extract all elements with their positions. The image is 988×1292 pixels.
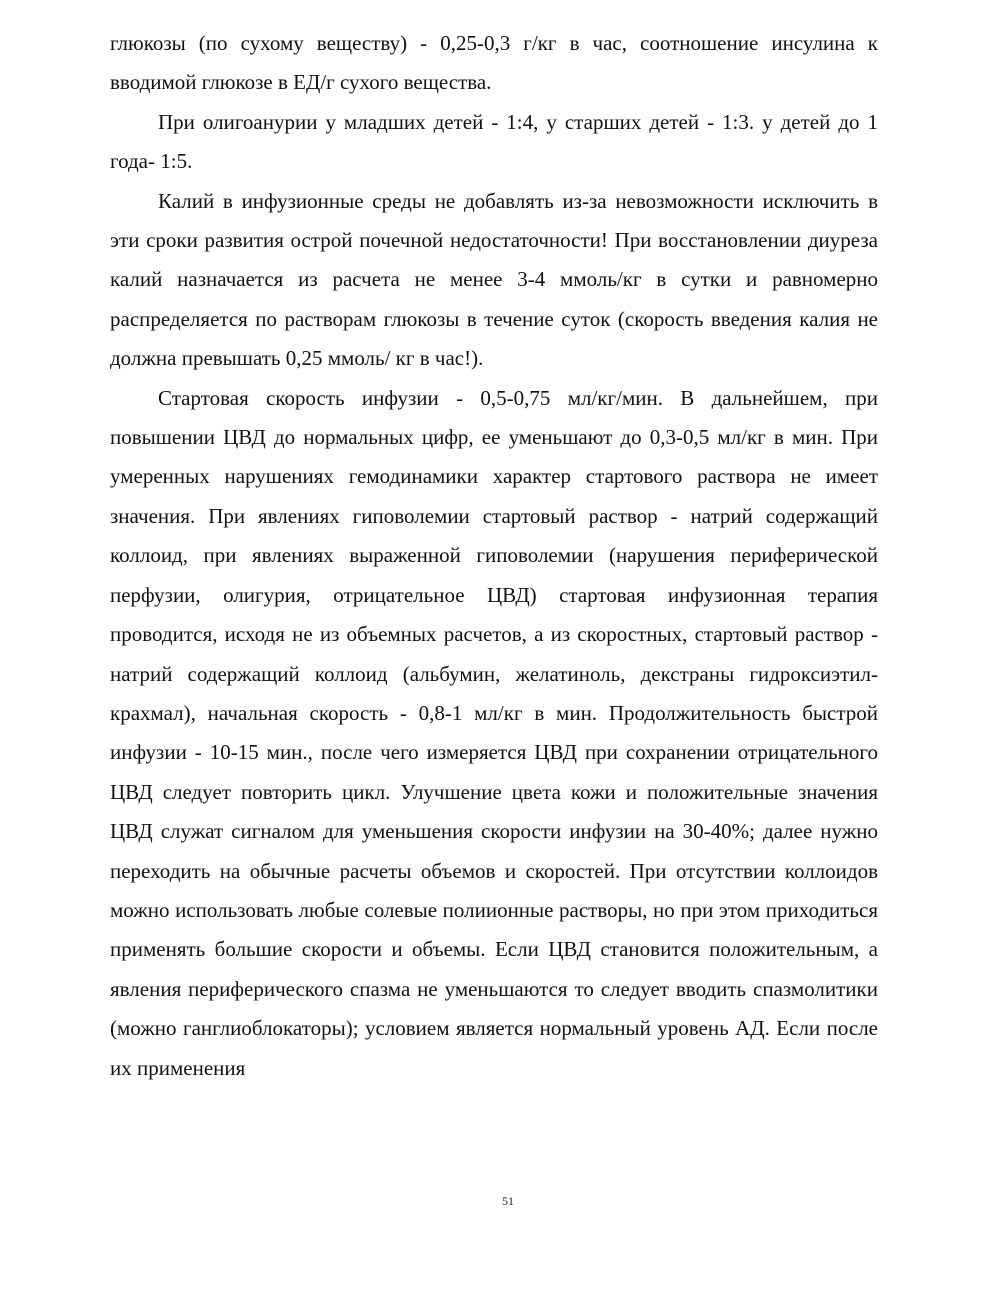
page-number: 51 (502, 1194, 514, 1208)
paragraph-oligoanuria: При олигоанурии у младших детей - 1:4, у старших детей - 1:3. у детей до 1 года- 1:5. (110, 109, 878, 174)
paragraph-infusion-rate: Стартовая скорость инфузии - 0,5-0,75 мл/кг/мин. В дальнейшем, при повышении ЦВД до нормальных цифр, ее уменьшают до 0,3-0,5 мл/кг в мин. При умеренных нарушениях гемодинамики характер стартового раствора не имеет значения. При явлениях гиповолемии стартовый раствор - натрий содержащий коллоид, при явлениях выраженной гиповолемии (нарушения периферической перфузии, олигурия, отрицательное ЦВД) стартовая инфузионная терапия проводится, исходя не из объемных расчетов, а из скоростных, стартовый раствор - натрий содержащий коллоид (альбумин, желатиноль, декстраны гидроксиэтил-крахмал), начальная скорость - 0,8-1 мл/кг в мин. Продолжительность быстрой инфузии - 10-15 мин., после чего измеряется ЦВД при сохранении отрицательного ЦВД следует повторить цикл. Улучшение цвета кожи и положительные значения ЦВД служат сигналом для уменьшения скорости инфузии на 30-40%; далее нужно переходить на обычные расчеты объемов и скоростей. При отсутствии коллоидов можно использовать любые солевые полиионные растворы, но при этом приходиться применять большие скорости и объемы. Если ЦВД становится положительным, а явления периферического спазма не уменьшаются то следует вводить спазмолитики (можно ганглиоблокаторы); условием является нормальный уровень АД. Если после их применения (110, 385, 878, 1080)
document-page (110, 24, 878, 1088)
paragraph-potassium: Калий в инфузионные среды не добавлять из-за невозможности исключить в эти сроки развития острой почечной недостаточности! При восстановлении диуреза калий назначается из расчета не менее 3-4 ммоль/кг в сутки и равномерно распределяется по растворам глюкозы в течение суток (скорость введения калия не должна превышать 0,25 ммоль/ кг в час!). (110, 188, 878, 371)
paragraph-glucose-ratio: глюкозы (по сухому веществу) - 0,25-0,3 г/кг в час, соотношение инсулина к вводимой глюкозе в ЕД/г сухого вещества. (110, 31, 878, 95)
